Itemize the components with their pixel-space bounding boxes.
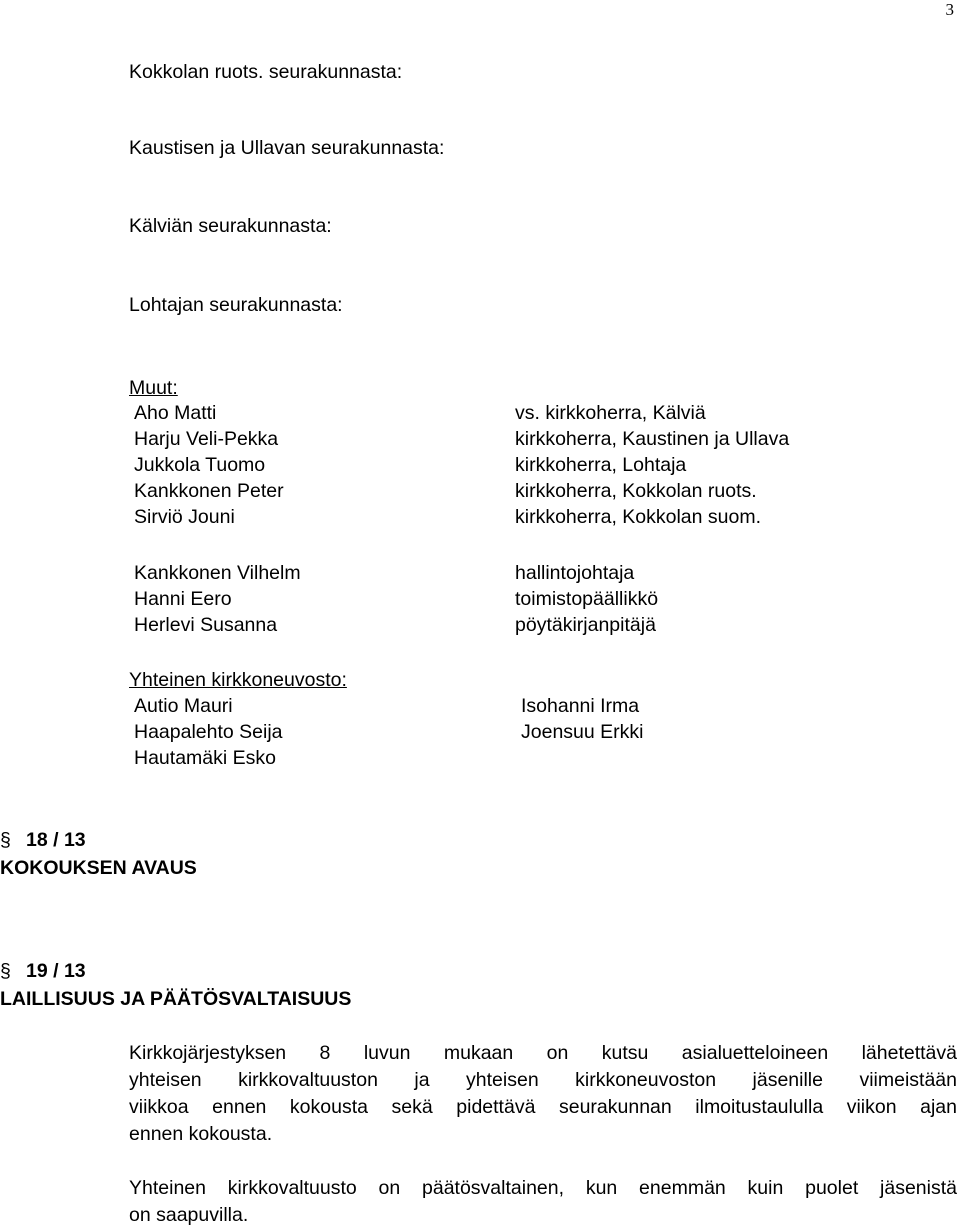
attendee-role: vs. kirkkoherra, Kälviä bbox=[515, 402, 706, 424]
staff-role: pöytäkirjanpitäjä bbox=[515, 614, 656, 636]
parish-heading-kokkola: Kokkolan ruots. seurakunnasta: bbox=[129, 61, 403, 83]
page-number: 3 bbox=[945, 0, 954, 19]
absent-member-name: Joensuu Erkki bbox=[521, 721, 644, 743]
staff-name: Kankkonen Vilhelm bbox=[134, 562, 301, 584]
council-member-name: Haapalehto Seija bbox=[134, 721, 283, 743]
staff-roles-list bbox=[515, 560, 658, 638]
paragraph-kutsu bbox=[129, 1040, 957, 1148]
attendee-role: kirkkoherra, Kokkolan ruots. bbox=[515, 480, 757, 502]
yhteinen-heading: Yhteinen kirkkoneuvosto: bbox=[129, 669, 347, 691]
absent-member-name: Isohanni Irma bbox=[521, 695, 640, 717]
parish-heading-kalvia: Kälviän seurakunnasta: bbox=[129, 215, 332, 237]
section-18 bbox=[0, 826, 197, 882]
staff-name: Hanni Eero bbox=[134, 588, 232, 610]
paragraph-line: on saapuvilla. bbox=[129, 1204, 249, 1226]
council-member-name: Autio Mauri bbox=[134, 695, 233, 717]
yhteinen-names-list bbox=[134, 693, 283, 771]
paragraph-line: Kirkkojärjestyksen 8 luvun mukaan on kutsu asialuetteloineen lähetettävä bbox=[129, 1042, 957, 1064]
parish-heading-lohtaja: Lohtajan seurakunnasta: bbox=[129, 294, 343, 316]
staff-names-list bbox=[134, 560, 301, 638]
attendee-name: Jukkola Tuomo bbox=[134, 454, 266, 476]
paragraph-line: yhteisen kirkkovaltuuston ja yhteisen kirkkoneuvoston jäsenille viimeistään bbox=[129, 1069, 957, 1091]
paragraph-line: Yhteinen kirkkovaltuusto on päätösvaltainen, kun enemmän kuin puolet jäsenistä bbox=[129, 1177, 957, 1199]
paragraph-line: viikkoa ennen kokousta sekä pidettävä seurakunnan ilmoitustaululla viikon ajan bbox=[129, 1096, 957, 1118]
attendee-name: Aho Matti bbox=[134, 402, 217, 424]
section-number: 18 / 13 bbox=[26, 829, 86, 851]
muut-roles-list bbox=[515, 400, 789, 530]
staff-name: Herlevi Susanna bbox=[134, 614, 278, 636]
attendee-role: kirkkoherra, Kokkolan suom. bbox=[515, 506, 762, 528]
attendee-name: Kankkonen Peter bbox=[134, 480, 284, 502]
section-title: LAILLISUUS JA PÄÄTÖSVALTAISUUS bbox=[0, 988, 352, 1010]
attendee-role: kirkkoherra, Lohtaja bbox=[515, 454, 687, 476]
muut-heading: Muut: bbox=[129, 377, 178, 399]
section-number: 19 / 13 bbox=[26, 960, 86, 982]
attendee-role: kirkkoherra, Kaustinen ja Ullava bbox=[515, 428, 790, 450]
council-member-name: Hautamäki Esko bbox=[134, 747, 276, 769]
staff-role: toimistopäällikkö bbox=[515, 588, 659, 610]
parish-heading-kaustinen: Kaustisen ja Ullavan seurakunnasta: bbox=[129, 137, 445, 159]
staff-role: hallintojohtaja bbox=[515, 562, 635, 584]
attendee-name: Harju Veli-Pekka bbox=[134, 428, 279, 450]
section-sign-icon: § bbox=[0, 960, 11, 982]
paragraph-paatosvaltaisuus bbox=[129, 1175, 957, 1229]
section-sign-icon: § bbox=[0, 829, 11, 851]
section-19 bbox=[0, 957, 351, 1013]
absent-names-list bbox=[521, 693, 643, 745]
section-title: KOKOUKSEN AVAUS bbox=[0, 857, 197, 879]
paragraph-line: ennen kokousta. bbox=[129, 1123, 273, 1145]
muut-names-list bbox=[134, 400, 284, 530]
attendee-name: Sirviö Jouni bbox=[134, 506, 235, 528]
